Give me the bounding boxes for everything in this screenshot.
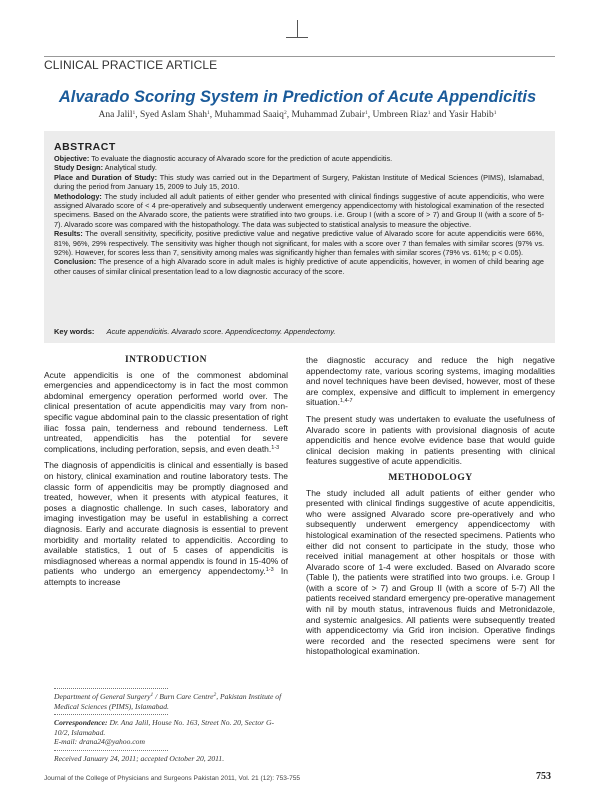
author-name: Muhammad Zubair [291, 110, 366, 120]
article-category: CLINICAL PRACTICE ARTICLE [44, 58, 218, 72]
page-number: 753 [536, 771, 551, 782]
author-name: Muhammad Saaiq [214, 110, 284, 120]
author-list: Ana Jalil$^1$, Syed Aslam Shah$^1$, Muhammad Saaiq$^2$, Muhammad Zubair$^1$, Umbreen Riaz$^1$ and Yasir Habib$^1$ [98, 110, 497, 120]
abstract-place: Place and Duration of Study: This study was carried out in the Department of Surgery, Pakistan Institute of Medical Sciences (PIMS), Islamabad, during the period from January 15, 2009 to July 15, 2010. [54, 172, 545, 192]
abstract-methodology: Methodology: The study included all adult patients of either gender who presented with clinical findings suggestive of acute appendicitis, who were assigned Alvarado score of < 4 pre-operatively and subsequently underwent emergency appendicectomy with histological examination of the resected specimens. Based on the Alvarado score, the patients were stratified into two groups. i.e. Group I (with a score of > 7) and Group II (with a score of 5-7). Alvarado score was compared with the histopathology. The data was subjected to statistical analysis to measure the objective. [54, 191, 545, 229]
author-affil: 2 [283, 110, 287, 116]
author-affil: 1 [493, 110, 497, 116]
abstract-heading: ABSTRACT [54, 141, 116, 153]
intro-paragraph-2: The diagnosis of appendicitis is clinical and essentially is based on history, clinical examination and routine laboratory tests. The classic form of appendicitis may be promptly diagnosed and treated, however, when it presents with atypical features, it poses a diagnostic challenge. In such cases, laboratory and imaging investigation may be useful in establishing a correct diagnosis. Early and accurate diagnosis is essential to prevent morbidity and mortality related to appendicitis. According to available statistics, 1 out of 5 cases of appendicitis is misdiagnosed whereas a normal appendix is found in 15-40% of patients who undergo an emergency appendectomy.$^{1-3}$ In attempts to increase [44, 460, 289, 587]
intro-paragraph-4: The present study was undertaken to evaluate the usefulness of Alvarado score in patients with provisional diagnosis of acute appendicitis and hence evolve evidence base that would guide clinical decision making in patients presenting with clinical features suggestive of acute appendicitis. [306, 413, 555, 467]
author-name: Ana Jalil [98, 110, 133, 120]
author-affil: 1 [207, 110, 210, 116]
keywords [54, 327, 544, 336]
methodology-heading: METHODOLOGY [388, 472, 473, 483]
abstract-results: Results: The overall sensitivity, specificity, positive predictive value and negative predictive value of Alvarado score for acute appendicitis were 66%, 81%, 96%, 29% respectively. The sensitivity was higher though not significant, for males with a score over 7 than females with similar scores (97% vs. 92%). However, for scores less than 7, sensitivity among males was significantly higher than females with similar scores (79% vs. 61%; p < 0.05). [54, 229, 544, 258]
intro-paragraph-3: the diagnostic accuracy and reduce the high negative appendectomy rate, various scoring systems, imaging modalities and novel techniques have been devised, however, most of these are complex, expensive and difficult to implement in emergency situation.$^{1,4-7}$ [306, 355, 555, 408]
keywords-label: Key words: [54, 327, 95, 336]
abstract-conclusion: Conclusion: The presence of a high Alvarado score in adult males is highly predictive of acute appendicitis, however, in women of child bearing age other causes of similar clinical presentation lead to a low diagnostic accuracy of the score. [54, 257, 544, 276]
abstract-design: Study Design: Analytical study. [54, 163, 157, 173]
author-affil: 1 [365, 110, 368, 116]
correspondence-text: Correspondence: Dr. Ana Jalil, House No. 163, Street No. 20, Sector G-10/2, Islamabad. [54, 718, 274, 737]
page-crop-mark [286, 20, 308, 38]
right-column [306, 355, 555, 663]
footnote-divider [54, 750, 168, 751]
intro-paragraph-1: Acute appendicitis is one of the commonest abdominal emergencies and appendicectomy is in fact the most common abdominal emergency operation performed world over. The clinical presentation of acute appendicitis may vary from non-specific vague abdominal pain to the classic presentation of right iliac fossa pain, tenderness and rebound tenderness. Left untreated, appendicitis has the potential for severe complications, including perforation, sepsis, and even death.$^{1-3}$ [44, 369, 288, 454]
author-affil: 1 [427, 110, 431, 116]
correspondence-email: E-mail: drana24@yahoo.com [54, 737, 145, 747]
left-column [44, 355, 288, 593]
author-name: Yasir Habib [448, 110, 494, 120]
author-affil: 1 [132, 110, 136, 116]
abstract-body [54, 154, 544, 276]
header-rule [44, 56, 555, 57]
journal-citation: Journal of the College of Physicians and Surgeons Pakistan 2011, Vol. 21 (12): 753-755 [44, 775, 301, 782]
abstract-objective: Objective: To evaluate the diagnostic accuracy of Alvarado score for the prediction of acute appendicitis. [54, 154, 393, 163]
keywords-list: Acute appendicitis. Alvarado score. Appendicectomy. Appendectomy. [106, 327, 336, 336]
author-name: Umbreen Riaz [372, 110, 428, 120]
affiliation-text: Department of General Surgery$^1$ / Burn Care Centre$^2$, Pakistan Institute of Medical Sciences (PIMS), Islamabad. [54, 692, 282, 711]
methodology-paragraph-1: The study included all adult patients of either gender who presented with clinical findings suggestive of acute appendicitis, who were assigned Alvarado score pre-operatively and who subsequently underwent emergency appendicectomy with histological examination of the resected specimens. Patients who either did not consent to participate in the study, those who received initial management at other hospitals or those with Alvarado score of 1-4 were excluded. Based on Alvarado score (Table I), the patients were stratified into two groups. i.e. Group I (with a score of > 7) and Group II (with a score of 5-7) All the patients received standard emergency pre-operative management with nil by mouth status, intravenous fluids and Metronidazole, and systemic analgesics. All patients were subsequently treated with appendicectomy via Grid iron incision. Operative findings were recorded and the resected specimens were sent for histopathological examination. [306, 487, 555, 657]
author-name: Syed Aslam Shah [140, 110, 208, 120]
received-dates: Received January 24, 2011; accepted October 20, 2011. [54, 753, 225, 763]
introduction-heading: INTRODUCTION [124, 355, 207, 365]
affiliation-footnote [54, 685, 288, 764]
article-title: Alvarado Scoring System in Prediction of Acute Appendicitis [58, 88, 537, 106]
footnote-divider [54, 714, 168, 715]
footnote-divider [54, 688, 168, 689]
